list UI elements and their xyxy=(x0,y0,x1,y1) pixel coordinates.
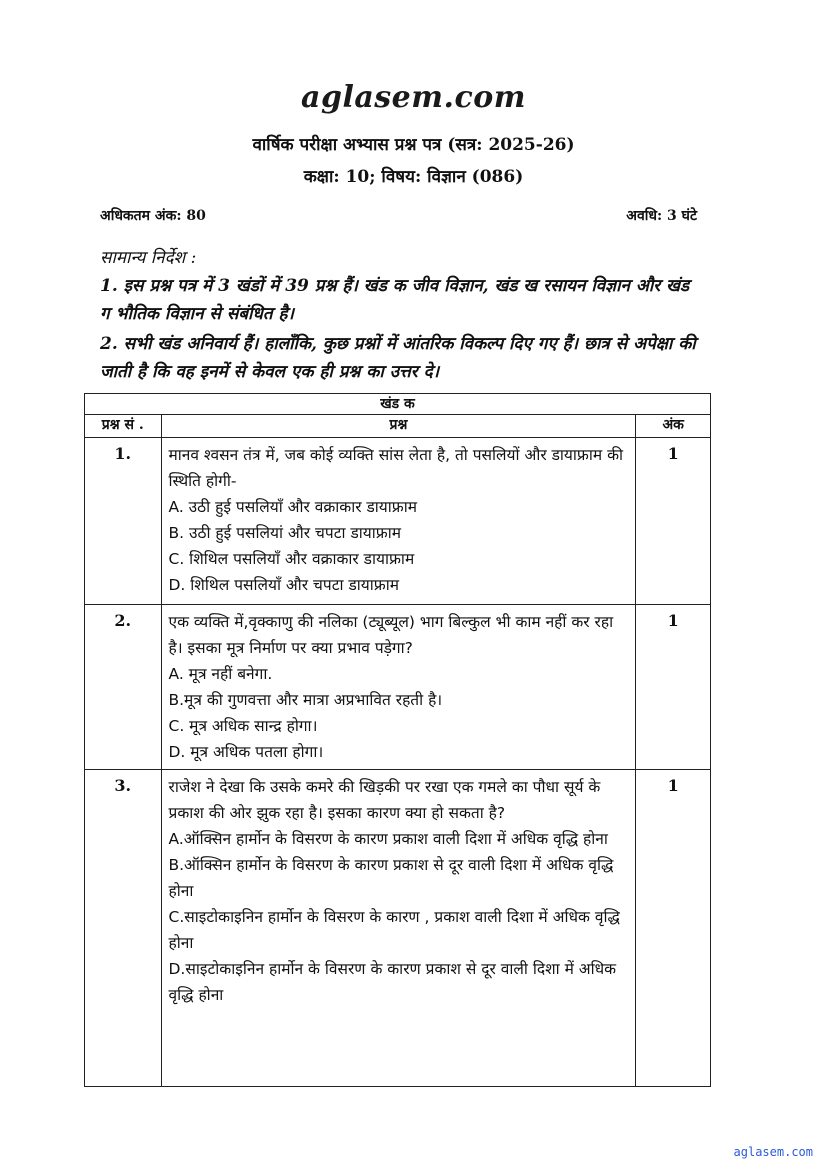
col-header-marks: अंक xyxy=(636,415,711,438)
table-row xyxy=(85,438,711,605)
option-c: C.साइटोकाइनिन हार्मोन के विसरण के कारण , प्रकाश वाली दिशा में अधिक वृद्धि होना xyxy=(168,908,620,952)
question-cell xyxy=(161,605,636,770)
question-text: राजेश ने देखा कि उसके कमरे की खिड़की पर रखा एक गमले का पौधा सूर्य के प्रकाश की ओर झुक रहा है। इसका कारण क्या हो सकता है? xyxy=(168,778,601,822)
option-a: A.ऑक्सिन हार्मोन के विसरण के कारण प्रकाश वाली दिशा में अधिक वृद्धि होना xyxy=(168,830,608,848)
table-row xyxy=(85,605,711,770)
col-header-number: प्रश्न सं . xyxy=(85,415,162,438)
option-a: A. मूत्र नहीं बनेगा. xyxy=(168,665,273,683)
table-row xyxy=(85,770,711,1087)
question-number: 2. xyxy=(85,605,162,770)
option-c: C. मूत्र अधिक सान्द्र होगा। xyxy=(168,717,318,735)
option-b: B.मूत्र की गुणवत्ता और मात्रा अप्रभावित रहती है। xyxy=(168,691,443,709)
instruction-2: 2. सभी खंड अनिवार्य हैं। हालाँकि, कुछ प्रश्नों में आंतरिक विकल्प दिए गए हैं। छात्र से अपेक्षा की जाती है कि वह इनमें से केवल एक ही प्रश्न का उत्तर दे। xyxy=(100,334,696,382)
option-d: D.साइटोकाइनिन हार्मोन के विसरण के कारण प्रकाश से दूर वाली दिशा में अधिक वृद्धि होना xyxy=(168,960,617,1004)
instruction-1: 1. इस प्रश्न पत्र में 3 खंडों में 39 प्रश्न हैं। खंड क जीव विज्ञान, खंड ख रसायन विज्ञान और खंड ग भौतिक विज्ञान से संबंधित है। xyxy=(100,276,690,324)
question-cell xyxy=(161,438,636,605)
option-d: D. मूत्र अधिक पतला होगा। xyxy=(168,743,324,761)
brand-logo: aglasem.com xyxy=(301,80,526,115)
question-text: एक व्यक्ति में,वृक्काणु की नलिका (ट्यूब्यूल) भाग बिल्कुल भी काम नहीं कर रहा है। इसका मूत्र निर्माण पर क्या प्रभाव पड़ेगा? xyxy=(168,613,614,657)
option-c: C. शिथिल पसलियाँ और वक्राकार डायाफ्राम xyxy=(168,550,415,568)
question-cell xyxy=(161,770,636,1087)
question-table xyxy=(84,393,711,1087)
footer-watermark: aglasem.com xyxy=(733,1145,813,1159)
question-number: 1. xyxy=(85,438,162,605)
option-b: B. उठी हुई पसलियां और चपटा डायाफ्राम xyxy=(168,524,402,542)
option-d: D. शिथिल पसलियाँ और चपटा डायाफ्राम xyxy=(168,576,400,594)
option-b: B.ऑक्सिन हार्मोन के विसरण के कारण प्रकाश से दूर वाली दिशा में अधिक वृद्धि होना xyxy=(168,856,614,900)
col-header-question: प्रश्न xyxy=(161,415,636,438)
question-marks: 1 xyxy=(636,770,711,1087)
duration: अवधि: 3 घंटे xyxy=(626,208,697,224)
question-text: मानव श्वसन तंत्र में, जब कोई व्यक्ति सांस लेता है, तो पसलियों और डायाफ्राम की स्थिति होगी- xyxy=(168,446,623,490)
section-title: खंड क xyxy=(85,394,711,415)
class-subject: कक्षा: 10; विषय: विज्ञान (086) xyxy=(303,167,524,187)
instructions-heading: सामान्य निर्देश : xyxy=(100,248,197,268)
max-marks: अधिकतम अंक: 80 xyxy=(100,208,206,224)
option-a: A. उठी हुई पसलियाँ और वक्राकार डायाफ्राम xyxy=(168,498,418,516)
exam-title: वार्षिक परीक्षा अभ्यास प्रश्न पत्र (सत्र: 2025-26) xyxy=(252,135,575,155)
question-marks: 1 xyxy=(636,605,711,770)
question-marks: 1 xyxy=(636,438,711,605)
question-number: 3. xyxy=(85,770,162,1087)
